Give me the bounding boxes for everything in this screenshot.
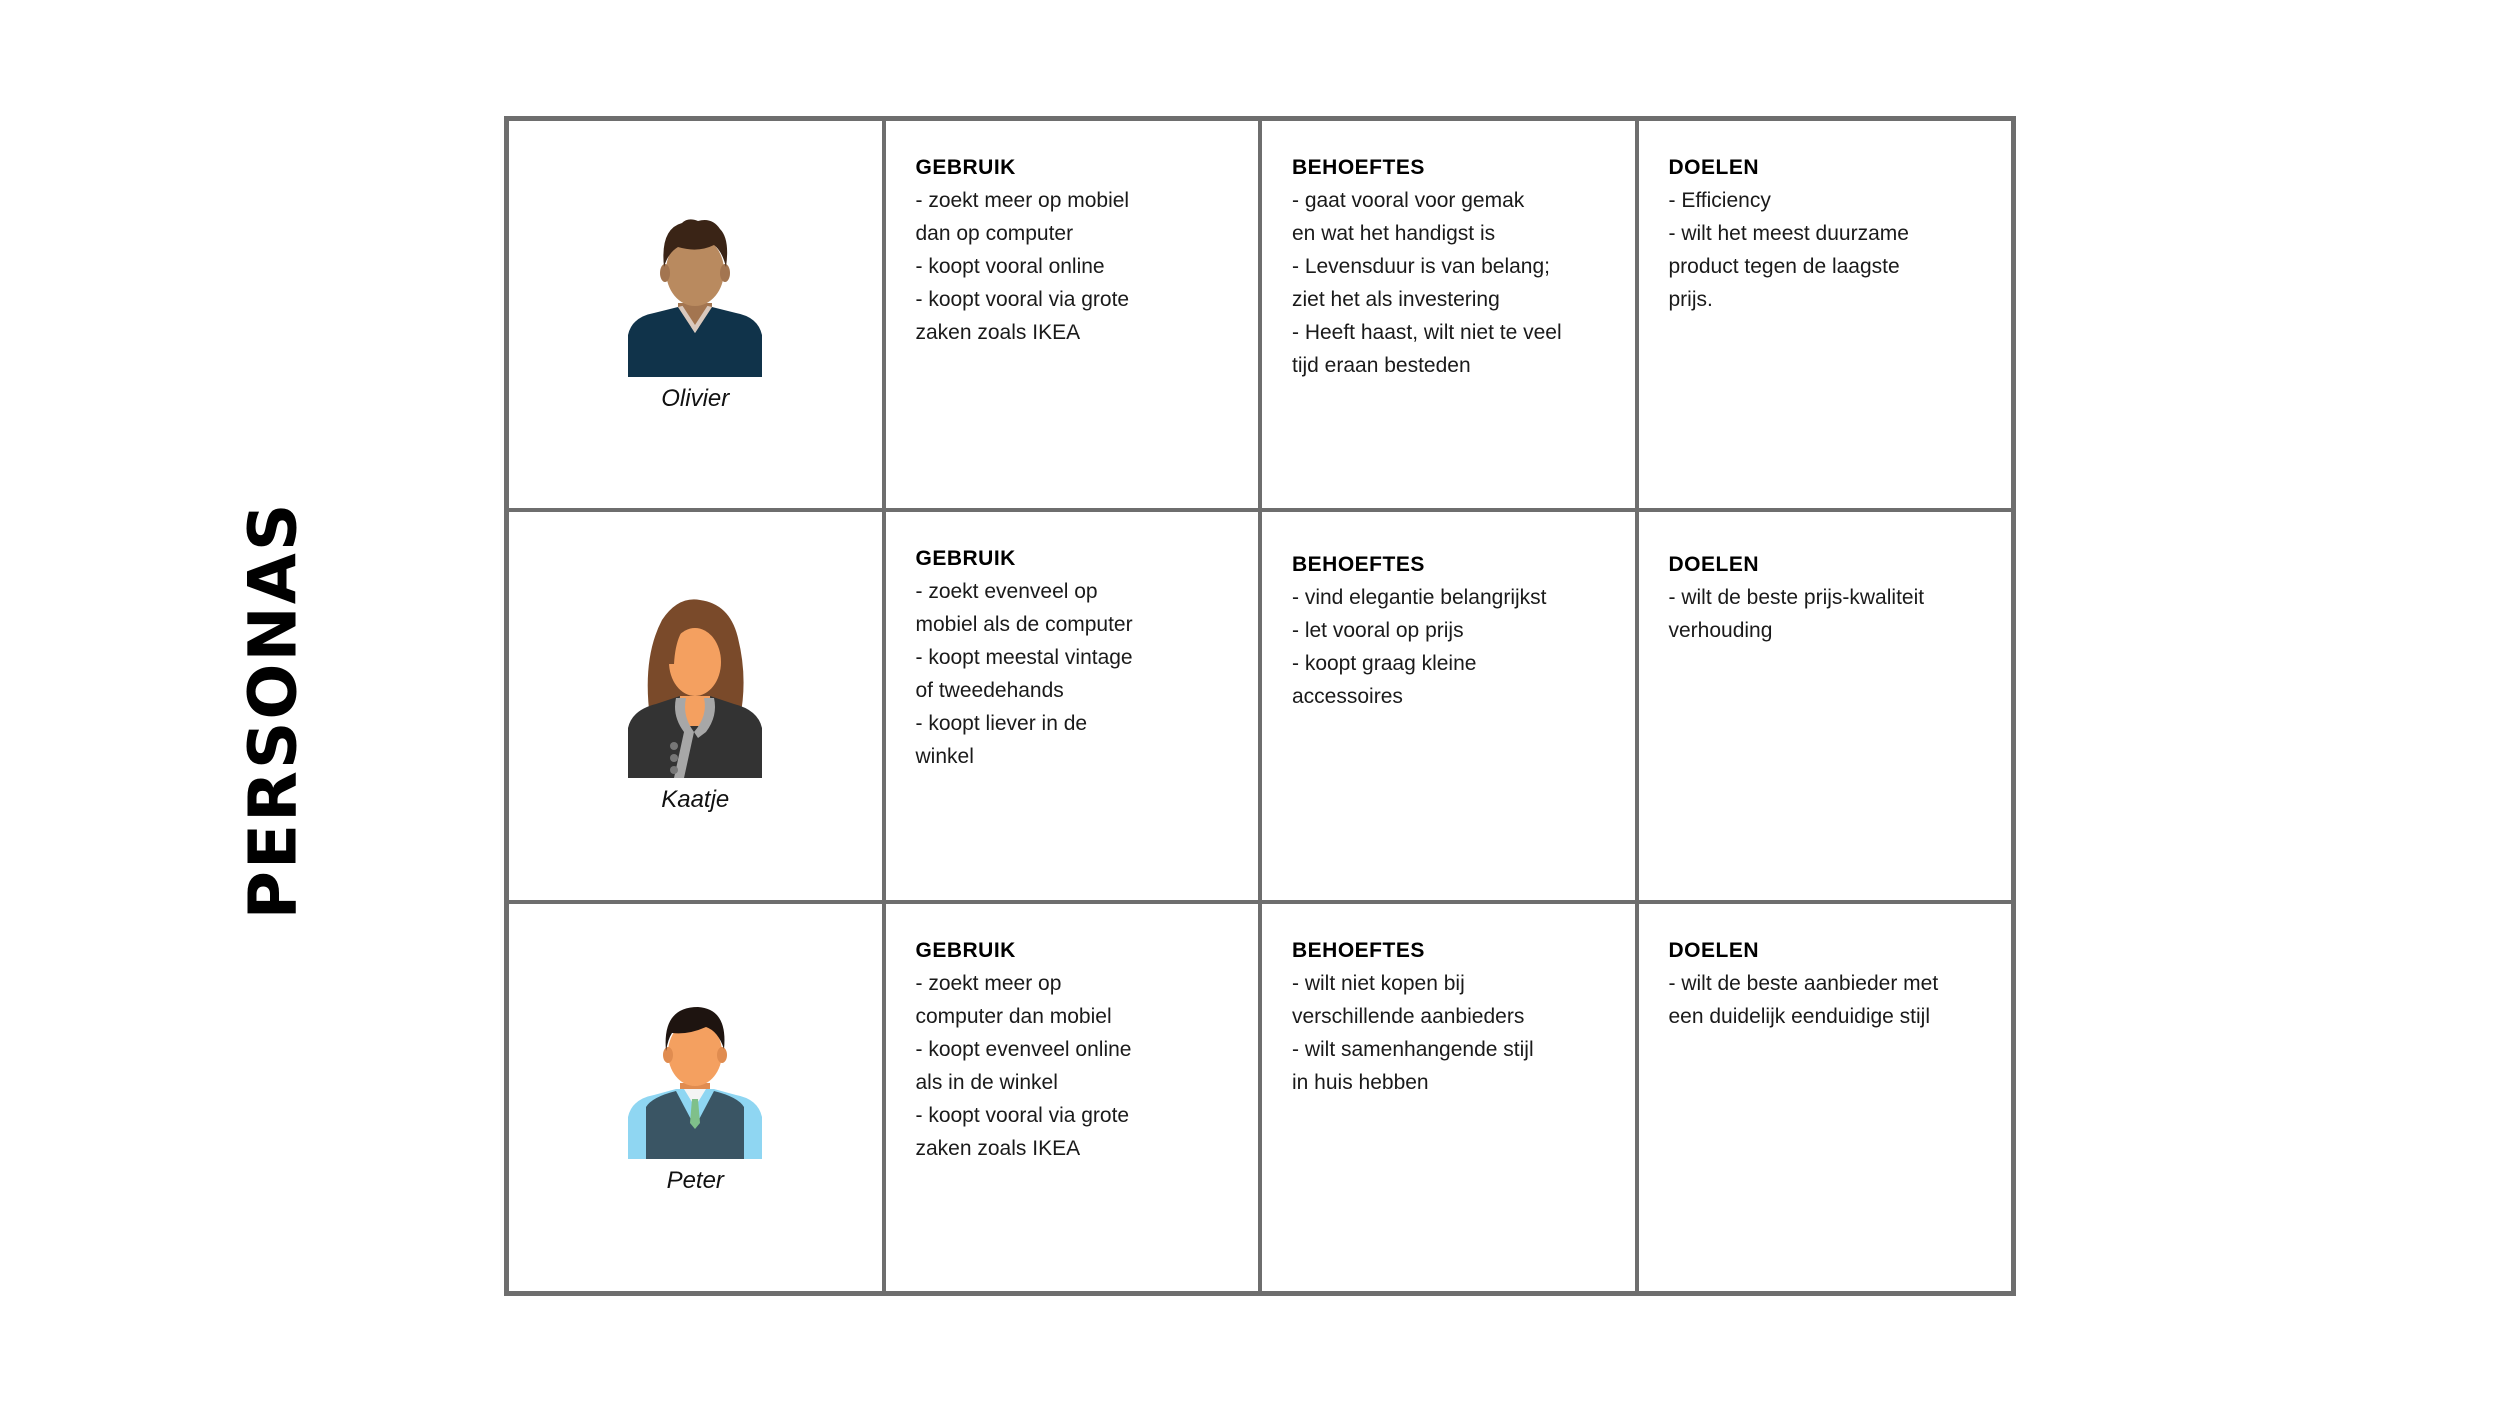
text-line: dan op computer	[915, 222, 1074, 245]
gebruik-cell-olivier	[884, 119, 1261, 510]
section-heading: BEHOEFTES	[1292, 553, 1425, 577]
section-heading: DOELEN	[1668, 553, 1760, 577]
text-line: winkel	[915, 745, 974, 769]
text-line: als in de winkel	[915, 1070, 1058, 1094]
behoeftes-cell-peter	[1260, 902, 1637, 1293]
text-line: zaken zoals IKEA	[915, 321, 1081, 344]
text-line: - wilt de beste aanbieder met	[1668, 971, 1939, 995]
text-line: - Efficiency	[1668, 189, 1771, 212]
text-line: - koopt liever in de	[915, 712, 1088, 736]
man-avatar-icon	[628, 217, 762, 377]
text-line: - koopt vooral online	[915, 255, 1105, 278]
text-line: of tweedehands	[915, 679, 1064, 703]
persona-name: Kaatje	[661, 785, 730, 813]
text-line: - zoekt meer op	[915, 971, 1062, 995]
section-heading: DOELEN	[1668, 156, 1760, 179]
behoeftes-cell-olivier	[1260, 119, 1637, 510]
text-line: een duidelijk eenduidige stijl	[1668, 1004, 1931, 1028]
text-line: - wilt niet kopen bij	[1292, 971, 1465, 995]
text-line: - zoekt evenveel op	[915, 580, 1098, 604]
text-line: - koopt evenveel online	[915, 1037, 1132, 1061]
page-title: PERSONAS	[234, 501, 312, 919]
doelen-cell-peter	[1637, 902, 2014, 1293]
doelen-cell-olivier	[1637, 119, 2014, 510]
text-line: accessoires	[1292, 685, 1403, 709]
section-heading: GEBRUIK	[915, 938, 1016, 962]
man-vest-avatar-icon	[628, 999, 762, 1159]
persona-cell-kaatje	[507, 510, 884, 901]
text-line: computer dan mobiel	[915, 1004, 1112, 1028]
text-line: - gaat vooral voor gemak	[1292, 189, 1525, 212]
persona-name: Olivier	[661, 384, 730, 412]
persona-name: Peter	[666, 1167, 724, 1195]
behoeftes-cell-kaatje	[1260, 510, 1637, 901]
text-line: - Heeft haast, wilt niet te veel	[1292, 321, 1562, 344]
text-line: - let vooral op prijs	[1292, 619, 1464, 643]
text-line: en wat het handigst is	[1292, 222, 1496, 245]
text-line: - wilt de beste prijs-kwaliteit	[1668, 586, 1925, 610]
text-line: zaken zoals IKEA	[915, 1136, 1081, 1160]
text-line: verhouding	[1668, 619, 1773, 643]
text-line: product tegen de laagste	[1668, 255, 1900, 278]
text-line: - vind elegantie belangrijkst	[1292, 586, 1547, 610]
text-line: ziet het als investering	[1292, 288, 1500, 311]
section-heading: DOELEN	[1668, 938, 1760, 962]
text-line: prijs.	[1668, 288, 1713, 311]
woman-avatar-icon	[628, 598, 762, 778]
text-line: - zoekt meer op mobiel	[915, 189, 1130, 212]
text-line: - koopt vooral via grote	[915, 288, 1130, 311]
persona-cell-peter	[507, 902, 884, 1293]
persona-grid	[504, 116, 2016, 1296]
text-line: - wilt samenhangende stijl	[1292, 1037, 1534, 1061]
section-heading: GEBRUIK	[915, 547, 1016, 571]
persona-cell-olivier	[507, 119, 884, 510]
text-line: - wilt het meest duurzame	[1668, 222, 1909, 245]
text-line: - koopt vooral via grote	[915, 1103, 1130, 1127]
text-line: - koopt graag kleine	[1292, 652, 1477, 676]
text-line: mobiel als de computer	[915, 613, 1133, 637]
text-line: tijd eraan besteden	[1292, 354, 1471, 377]
text-line: - Levensduur is van belang;	[1292, 255, 1550, 278]
text-line: verschillende aanbieders	[1292, 1004, 1525, 1028]
text-line: - koopt meestal vintage	[915, 646, 1133, 670]
section-heading: BEHOEFTES	[1292, 156, 1425, 179]
section-heading: GEBRUIK	[915, 156, 1016, 179]
section-heading: BEHOEFTES	[1292, 938, 1425, 962]
gebruik-cell-peter	[884, 902, 1261, 1293]
text-line: in huis hebben	[1292, 1070, 1429, 1094]
page-title-container	[228, 501, 318, 919]
doelen-cell-kaatje	[1637, 510, 2014, 901]
gebruik-cell-kaatje	[884, 510, 1261, 901]
